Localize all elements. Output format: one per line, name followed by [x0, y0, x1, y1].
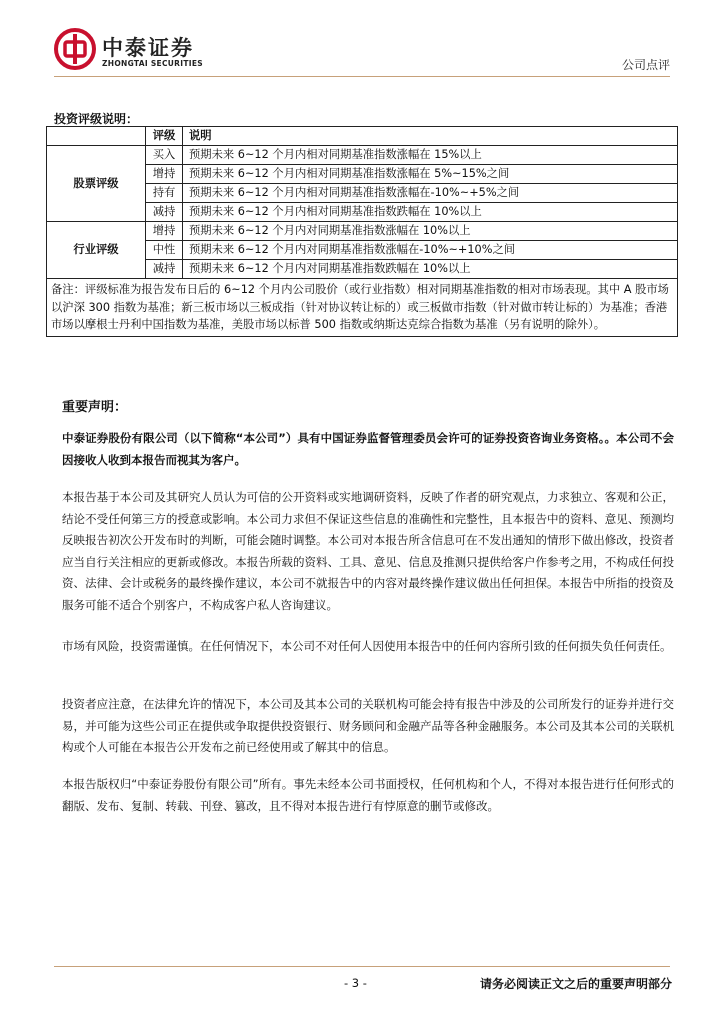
- footer-divider: [54, 966, 670, 967]
- zhongtai-logo-icon: [54, 28, 96, 70]
- level-column-header: 评级: [146, 127, 183, 146]
- rating-description: 预期未来 6~12 个月内相对同期基准指数涨幅在-10%~+5%之间: [183, 184, 678, 203]
- rating-description: 预期未来 6~12 个月内对同期基准指数涨幅在 10%以上: [183, 222, 678, 241]
- rating-description: 预期未来 6~12 个月内对同期基准指数涨幅在-10%~+10%之间: [183, 241, 678, 260]
- rating-description: 预期未来 6~12 个月内相对同期基准指数涨幅在 5%~15%之间: [183, 165, 678, 184]
- empty-header-cell: [47, 127, 146, 146]
- header-divider: [54, 76, 670, 77]
- company-name: 中泰证券: [102, 36, 194, 60]
- rating-section-title: 投资评级说明：: [54, 112, 139, 126]
- rating-level: 增持: [146, 222, 183, 241]
- industry-rating-category: 行业评级: [47, 222, 146, 279]
- rating-table-header: [47, 127, 678, 146]
- stock-rating-category: 股票评级: [47, 146, 146, 222]
- description-column-header: 说明: [183, 127, 678, 146]
- page-number: - 3 -: [344, 976, 367, 990]
- statement-paragraph-conflict: 投资者应注意，在法律允许的情况下，本公司及其本公司的关联机构可能会持有报告中涉及的公司所发行的证券并进行交易，并可能为这些公司正在提供或争取提供投资银行、财务顾问和金融产品等各种金融服务。本公司及其本公司的关联机构或个人可能在本报告公开发布之前已经使用或了解其中的信息。: [62, 697, 674, 754]
- statement-paragraph-risk: 市场有风险，投资需谨慎。在任何情况下，本公司不对任何人因使用本报告中的任何内容所引致的任何损失负任何责任。: [62, 639, 672, 653]
- rating-table: [46, 126, 678, 337]
- statement-paragraph-license: 中泰证券股份有限公司（以下简称“本公司”）具有中国证券监督管理委员会许可的证券投资咨询业务资格。。本公司不会因接收人收到本报告而视其为客户。: [62, 431, 674, 467]
- rating-level: 买入: [146, 146, 183, 165]
- statement-paragraph-copyright: 本报告版权归“中泰证券股份有限公司”所有。事先未经本公司书面授权，任何机构和个人，不得对本报告进行任何形式的翻版、发布、复制、转载、刊登、篡改，且不得对本报告进行有悖原意的删节或修改。: [62, 777, 674, 813]
- rating-level: 减持: [146, 203, 183, 222]
- page-header: [54, 24, 670, 80]
- rating-level: 持有: [146, 184, 183, 203]
- rating-description: 预期未来 6~12 个月内对同期基准指数跌幅在 10%以上: [183, 260, 678, 279]
- rating-level: 中性: [146, 241, 183, 260]
- rating-description: 预期未来 6~12 个月内相对同期基准指数跌幅在 10%以上: [183, 203, 678, 222]
- important-statement-title: 重要声明：: [62, 400, 128, 415]
- rating-level: 减持: [146, 260, 183, 279]
- table-row: [47, 146, 678, 165]
- statement-paragraph-disclaimer: 本报告基于本公司及其研究人员认为可信的公开资料或实地调研资料，反映了作者的研究观点，力求独立、客观和公正，结论不受任何第三方的授意或影响。本公司力求但不保证这些信息的准确性和完整性，且本报告中的资料、意见、预测均反映报告初次公开发布时的判断，可能会随时调整。本公司对本报告所含信息可在不发出通知的情形下做出修改，投资者应当自行关注相应的更新或修改。本报告所载的资料、工具、意见、信息及推测只提供给客户作参考之用，不构成任何投资、法律、会计或税务的最终操作建议，本公司不就报告中的内容对最终操作建议做出任何担保。本报告中所指的投资及服务可能不适合个别客户，不构成客户私人咨询建议。: [62, 490, 674, 612]
- document-type: 公司点评: [621, 58, 670, 72]
- rating-note: 备注：评级标准为报告发布日后的 6~12 个月内公司股价（或行业指数）相对同期基准指数的相对市场表现。其中 A 股市场以沪深 300 指数为基准；新三板市场以三板成指（针对协议转让标的）或三板做市指数（针对做市转让标的）为基准；香港市场以摩根士丹利中国指数为基准，美股市场以标普 500 指数或纳斯达克综合指数为基准（另有说明的除外）。: [47, 279, 678, 337]
- rating-description: 预期未来 6~12 个月内相对同期基准指数涨幅在 15%以上: [183, 146, 678, 165]
- company-name-en: ZHONGTAI SECURITIES: [102, 59, 203, 68]
- table-row: [47, 279, 678, 337]
- footer-notice: 请务必阅读正文之后的重要声明部分: [479, 977, 672, 991]
- rating-level: 增持: [146, 165, 183, 184]
- table-row: [47, 222, 678, 241]
- company-logo: [54, 28, 274, 68]
